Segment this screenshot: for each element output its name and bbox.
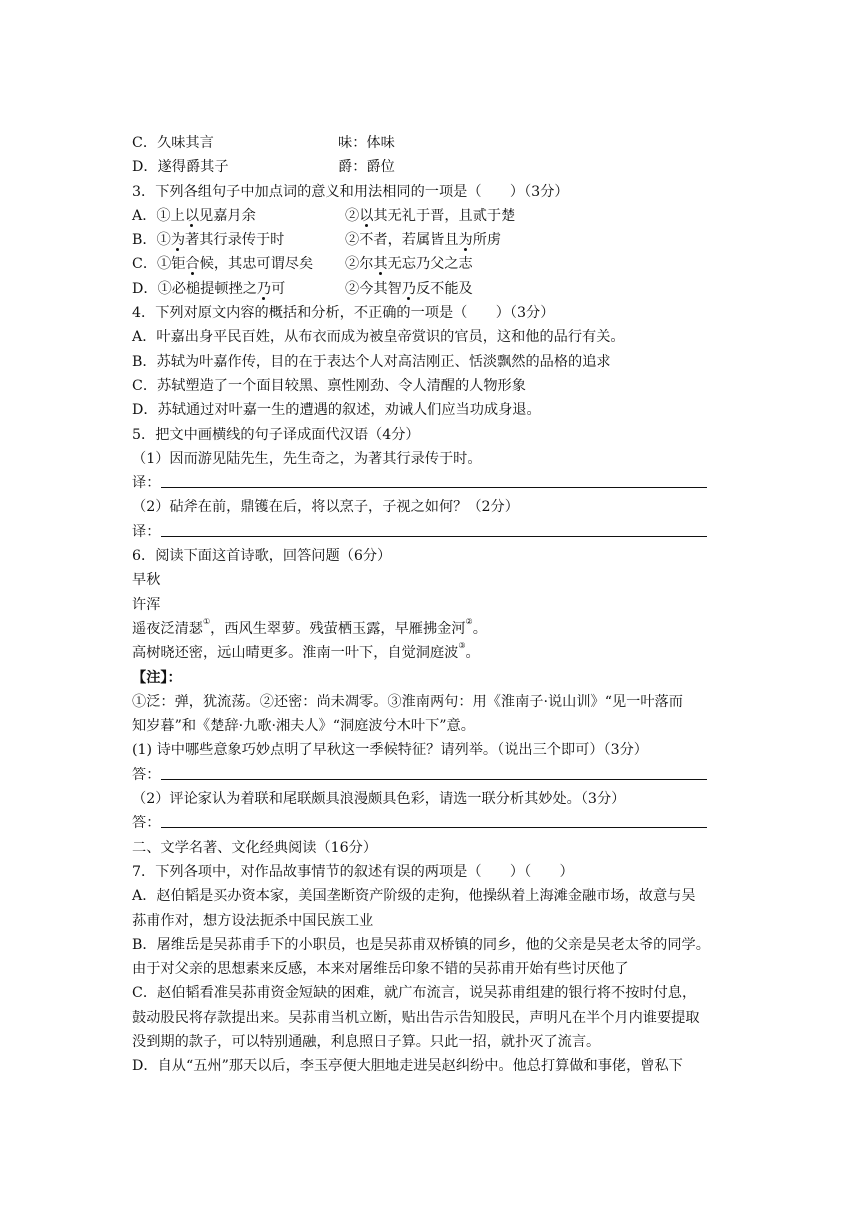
answer-blank[interactable] [161, 536, 707, 537]
emphasis-dot-char: 乃 [401, 280, 416, 297]
q4-option-c: C．苏轼塑造了一个面目较黑、禀性刚劲、令人清醒的人物形象 [132, 377, 526, 394]
q7-option-b-line-2: 由于对父亲的思想素来反感，本来对屠维岳印象不错的吴荪甫开始有些讨厌他了 [132, 961, 629, 978]
poem-author: 许浑 [132, 596, 161, 613]
q7-option-d-line-1: D．自从“五州”那天以后，李玉亭便大胆地走进吴赵纠纷中。他总打算做和事佬，曾私下 [132, 1058, 683, 1075]
footnote-marker: ① [202, 616, 211, 626]
q7-option-c-line-2: 鼓动股民将存款提出来。吴荪甫当机立断，贴出告示告知股民，声明凡在半个月内谁要提取 [132, 1009, 700, 1026]
emphasis-dot-char: 合 [185, 256, 200, 273]
q6-answer-line-1[interactable]: 答： [132, 763, 742, 787]
q3-option-a: A．①上以见嘉月余 ②以其无礼于晋，且贰于楚 [132, 207, 516, 224]
emphasis-dot-char: 其 [373, 256, 388, 273]
q5-sentence-1: （1）因而游见陆先生，先生奇之，为著其行录传于时。 [132, 450, 482, 467]
q6-part-2: （2）评论家认为着联和尾联颇具浪漫颇具色彩，请选一联分析其妙处。（3分） [132, 791, 626, 808]
notes-label: 【注】： [132, 669, 182, 686]
q4-option-d: D．苏轼通过对叶嘉一生的遭遇的叙述，劝诫人们应当功成身退。 [132, 402, 541, 419]
q7-option-a-line-2: 荪甫作对，想方设法扼杀中国民族工业 [132, 912, 374, 929]
answer-blank[interactable] [161, 779, 707, 780]
emphasis-dot-char: 以 [184, 207, 200, 224]
q2-option-d: D．遂得爵其子 爵：爵位 [132, 159, 395, 176]
exam-page [132, 131, 742, 1079]
q5-sentence-2: （2）砧斧在前，鼎镬在后，将以烹子，子视之如何？（2分） [132, 499, 519, 516]
q3-option-c: C．①钜合候，其忠可谓尽矣 ②尔其无忘乃父之志 [132, 256, 473, 273]
emphasis-dot-char: 乃 [256, 280, 272, 297]
q2-option-c: C．久味其言 味：体味 [132, 135, 395, 151]
q3-stem: 3．下列各组句子中加点词的意义和用法相同的一项是（ ）（3分） [132, 183, 569, 200]
answer-blank[interactable] [161, 827, 707, 828]
q6-part-1: (1) 诗中哪些意象巧妙点明了早秋这一季候特征？请列举。（说出三个即可）（3分） [132, 742, 648, 759]
answer-blank[interactable] [161, 487, 707, 488]
poem-title: 早秋 [132, 572, 161, 589]
poem-line-2: 高树晓还密，远山晴更多。淮南一叶下，自觉洞庭波③。 [132, 641, 480, 662]
q4-stem: 4．下列对原文内容的概括和分析，不正确的一项是（ ）（3分） [132, 305, 555, 322]
q7-stem: 7．下列各项中，对作品故事情节的叙述有误的两项是（ ）（ ） [132, 863, 574, 880]
emphasis-dot-char: 为 [458, 232, 473, 249]
q3-option-d: D．①必槌提顿挫之乃可 ②今其智乃反不能及 [132, 280, 473, 297]
q3-option-b: B．①为著其行录传于时 ②不者，若属皆且为所虏 [132, 232, 502, 249]
q7-option-b-line-1: B．屠维岳是吴荪甫手下的小职员，也是吴荪甫双桥镇的同乡，他的父亲是吴老太爷的同学。 [132, 936, 710, 953]
q5-stem: 5．把文中画横线的句子译成面代汉语（4分） [132, 426, 420, 443]
section-heading: 二、文学名著、文化经典阅读（16分） [132, 839, 378, 856]
q6-stem: 6．阅读下面这首诗歌，回答问题（6分） [132, 548, 392, 565]
footnote-marker: ③ [458, 641, 466, 651]
q4-option-a: A．叶嘉出身平民百姓，从布衣而成为被皇帝赏识的官员，这和他的品行有关。 [132, 329, 625, 346]
notes-line-1: ①泛：弹，犹流荡。②还密：尚未凋零。③淮南两句：用《淮南子·说山训》“见一叶落而 [132, 693, 683, 710]
q5-answer-line-1[interactable]: 译： [132, 471, 742, 495]
q7-option-c-line-3: 没到期的款子，可以特别通融，利息照日子算。只此一招，就扑灭了流言。 [132, 1033, 601, 1050]
notes-line-2: 知岁暮”和《楚辞·九歌·湘夫人》“洞庭波兮木叶下”意。 [132, 718, 475, 735]
q6-answer-line-2[interactable]: 答： [132, 811, 742, 835]
q4-option-b: B．苏轼为叶嘉作传，目的在于表达个人对高洁刚正、恬淡飘然的品格的追求 [132, 353, 611, 370]
emphasis-dot-char: 以 [359, 207, 374, 224]
q7-option-a-line-1: A．赵伯韬是买办资本家，美国垄断资产阶级的走狗，他操纵着上海滩金融市场，故意与吴 [132, 888, 696, 905]
q7-option-c-line-1: C．赵伯韬看准吴荪甫资金短缺的困难，就广布流言，说吴荪甫组建的银行将不按时付息， [132, 985, 697, 1002]
emphasis-dot-char: 为 [170, 232, 186, 249]
footnote-marker: ② [465, 616, 473, 626]
poem-line-1: 遥夜泛清瑟①，西风生翠萝。残萤栖玉露，早雁拂金河②。 [132, 616, 487, 637]
q5-answer-line-2[interactable]: 译： [132, 520, 742, 544]
